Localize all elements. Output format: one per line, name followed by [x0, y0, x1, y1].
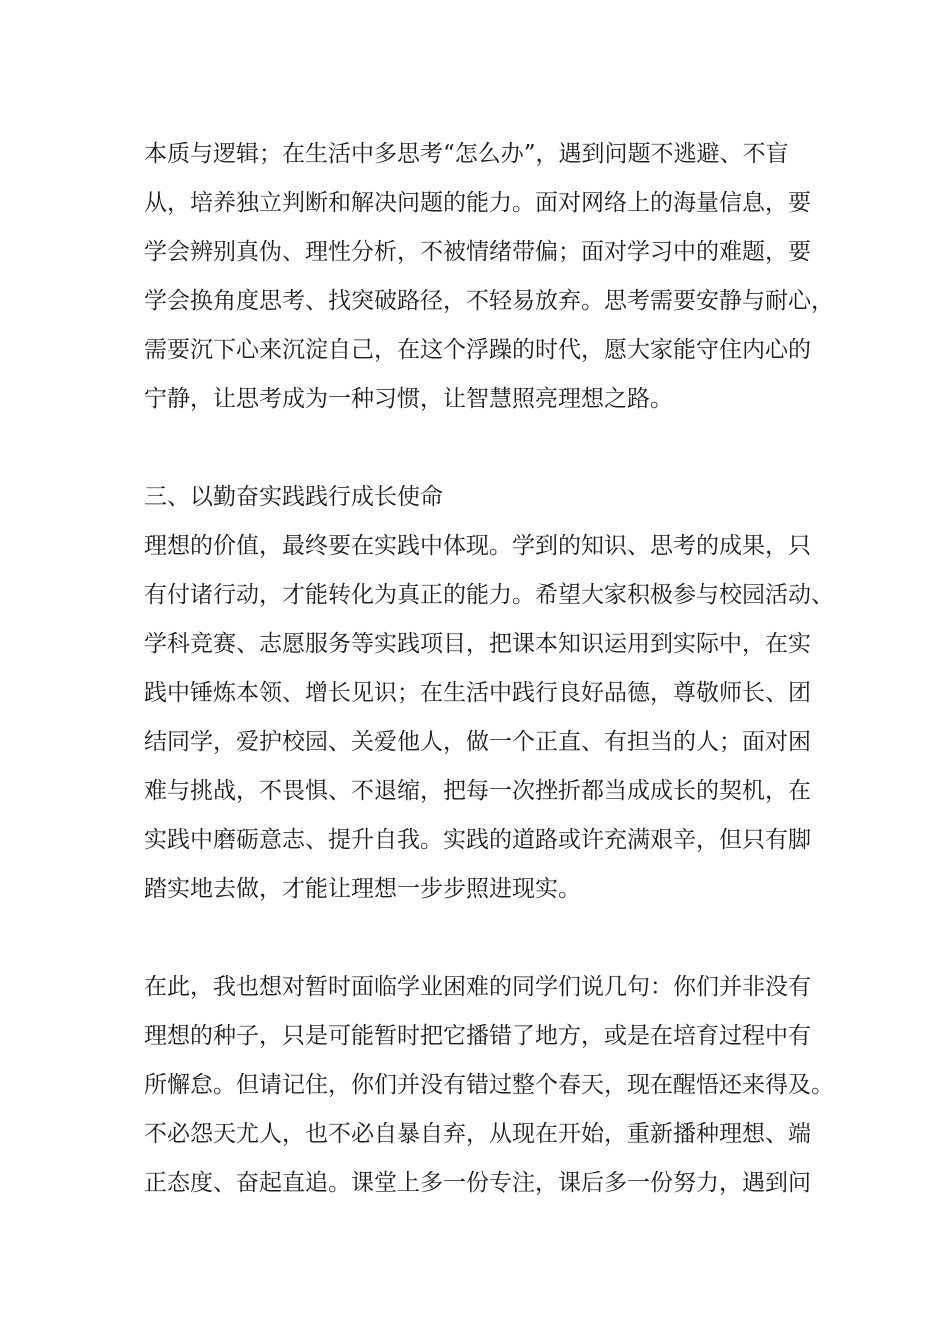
text-line: 所懈怠。但请记住，你们并没有错过整个春天，现在醒悟还来得及。 [144, 1072, 834, 1098]
section-heading [144, 473, 816, 522]
text-line: 宁静，让思考成为一种习惯，让智慧照亮理想之路。 [144, 386, 673, 412]
text-line: 有付诸行动，才能转化为真正的能力。希望大家积极参与校园活动、 [144, 582, 834, 608]
text-line: 从，培养独立判断和解决问题的能力。面对网络上的海量信息，要 [144, 190, 811, 216]
text-line: 学科竞赛、志愿服务等实践项目，把课本知识运用到实际中，在实 [144, 631, 811, 657]
text-line: 学会换角度思考、找突破路径，不轻易放弃。思考需要安静与耐心， [144, 288, 834, 314]
text-line: 踏实地去做，才能让理想一步步照进现实。 [144, 876, 581, 902]
text-line: 难与挑战，不畏惧、不退缩，把每一次挫折都当成成长的契机，在 [144, 778, 811, 804]
section-heading-text: 三、以勤奋实践践行成长使命 [144, 484, 443, 510]
paragraph-thinking [144, 130, 834, 424]
text-line: 理想的价值，最终要在实践中体现。学到的知识、思考的成果，只 [144, 533, 811, 559]
paragraph-spacer [144, 424, 816, 473]
text-line: 结同学，爱护校园、关爱他人，做一个正直、有担当的人；面对困 [144, 729, 811, 755]
text-line: 践中锤炼本领、增长见识；在生活中践行良好品德，尊敬师长、团 [144, 680, 811, 706]
paragraph-practice [144, 522, 834, 914]
text-line: 实践中磨砺意志、提升自我。实践的道路或许充满艰辛，但只有脚 [144, 827, 811, 853]
text-line: 不必怨天尤人，也不必自暴自弃，从现在开始，重新播种理想、端 [144, 1121, 811, 1147]
text-line: 学会辨别真伪、理性分析，不被情绪带偏；面对学习中的难题，要 [144, 239, 811, 265]
text-line: 本质与逻辑；在生活中多思考“怎么办”，遇到问题不逃避、不盲 [144, 141, 789, 167]
document-body [144, 130, 834, 1208]
text-line: 正态度、奋起直追。课堂上多一份专注，课后多一份努力，遇到问 [144, 1170, 811, 1196]
paragraph-struggling-students [144, 963, 834, 1208]
paragraph-spacer [144, 914, 816, 963]
text-line: 在此，我也想对暂时面临学业困难的同学们说几句：你们并非没有 [144, 974, 811, 1000]
text-line: 理想的种子，只是可能暂时把它播错了地方，或是在培育过程中有 [144, 1023, 811, 1049]
text-line: 需要沉下心来沉淀自己，在这个浮躁的时代，愿大家能守住内心的 [144, 337, 811, 363]
